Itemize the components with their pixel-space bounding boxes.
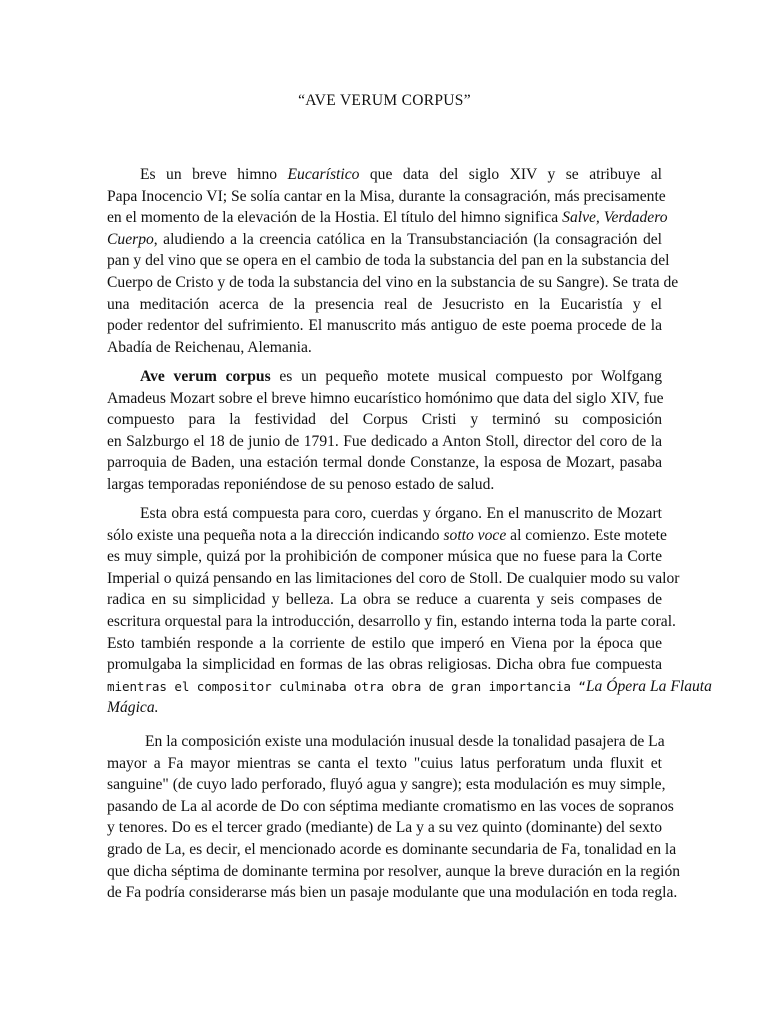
text-line	[107, 207, 668, 229]
text-line	[107, 568, 680, 590]
document-page	[107, 0, 712, 1024]
paragraph-2	[107, 366, 662, 496]
text-run: , aludiendo a la creencia católica en la Transubstanciación (la consagración del	[153, 230, 662, 248]
paragraph-4	[107, 731, 681, 904]
text-run: es un pequeño motete musical compuesto por Wolfgang	[270, 368, 662, 385]
text-line	[107, 589, 662, 611]
text-line	[107, 503, 662, 525]
text-line	[107, 366, 662, 388]
text-line	[107, 250, 670, 272]
text-line	[107, 525, 667, 547]
text-run: sanguine" (de cuyo lado perforado, fluyó agua y sangre); esta modulación es muy simple,	[107, 776, 666, 794]
bold-text: Ave verum corpus	[140, 368, 271, 385]
monospace-text: mientras el compositor culminaba otra obra de gran importancia “	[107, 678, 586, 694]
text-line	[107, 409, 662, 431]
text-line	[107, 697, 662, 719]
text-line	[107, 882, 678, 904]
paragraph-3	[107, 503, 712, 719]
text-run: es muy simple, quizá por la prohibición de componer música que no fuese para la Corte	[107, 548, 662, 566]
italic-text: sotto voce	[443, 526, 507, 544]
text-run: radica en su simplicidad y belleza. La obra se reduce a cuarenta y seis compases de	[107, 591, 662, 609]
text-run: pasando de La al acorde de Do con séptima mediante cromatismo en las voces de sopranos	[107, 797, 674, 815]
text-run: Papa Inocencio VI; Se solía cantar en la Misa, durante la consagración, más precisamente	[107, 187, 666, 205]
document-title: “AVE VERUM CORPUS”	[298, 92, 471, 109]
text-line	[107, 186, 666, 208]
text-run: de Fa podría considerarse más bien un pasaje modulante que una modulación en toda regla.	[107, 884, 678, 902]
text-run: al comienzo. Este motete	[506, 526, 667, 544]
text-run: en Salzburgo el 18 de junio de 1791. Fue dedicado a Anton Stoll, director del coro de la	[107, 432, 662, 450]
text-line	[107, 731, 665, 753]
text-run: Cuerpo de Cristo y de toda la substancia del vino en la substancia de su Sangre). Se trata de	[107, 273, 679, 291]
text-run: poder redentor del sufrimiento. El manuscrito más antiguo de este poema procede de la	[107, 317, 662, 335]
text-run: en el momento de la elevación de la Hostia. El título del himno significa	[107, 209, 563, 227]
text-line	[107, 817, 662, 839]
text-line	[107, 474, 662, 496]
text-run: Esta obra está compuesta para coro, cuerdas y órgano. En el manuscrito de Mozart	[140, 505, 662, 522]
italic-text: Cuerpo	[107, 230, 154, 248]
text-line	[107, 388, 662, 410]
text-line	[107, 229, 662, 251]
text-line	[107, 676, 712, 698]
text-line	[107, 546, 662, 568]
text-line	[107, 654, 662, 676]
text-line	[107, 861, 681, 883]
text-run: grado de La, es decir, el mencionado acorde es dominante secundaria de Fa, tonalidad en la	[107, 840, 677, 858]
text-run: Es un breve himno	[140, 166, 288, 183]
text-line	[107, 753, 662, 775]
text-line	[107, 611, 676, 633]
text-run: En la composición existe una modulación inusual desde la tonalidad pasajera de La	[145, 733, 665, 750]
text-line	[107, 633, 662, 655]
italic-text: Eucarístico	[287, 166, 360, 183]
text-run: Abadía de Reichenau, Alemania.	[107, 338, 312, 356]
text-line	[107, 294, 662, 316]
text-run: pan y del vino que se opera en el cambio de toda la substancia del pan en la substancia del	[107, 252, 670, 270]
text-run: que data del siglo XIV y se atribuye al	[359, 166, 662, 183]
text-line	[107, 272, 679, 294]
text-run: una meditación acerca de la presencia real de Jesucristo en la Eucaristía y el	[107, 295, 662, 313]
text-line	[107, 774, 666, 796]
text-run: Imperial o quizá pensando en las limitaciones del coro de Stoll. De cualquier modo su valor	[107, 569, 680, 587]
text-run: largas temporadas reponiéndose de su penoso estado de salud.	[107, 475, 495, 493]
text-run: compuesto para la festividad del Corpus Cristi y terminó su composición	[107, 411, 662, 429]
text-line	[107, 452, 662, 474]
text-run: promulgaba la simplicidad en formas de las obras religiosas. Dicha obra fue compuesta	[107, 656, 662, 674]
text-run: escritura orquestal para la introducción, desarrollo y fin, estando interna toda la parte coral.	[107, 612, 676, 630]
paragraph-1	[107, 164, 679, 358]
text-run: mayor a Fa mayor mientras se canta el texto "cuius latus perforatum unda fluxit et	[107, 754, 662, 772]
text-line	[107, 796, 674, 818]
italic-text: Mágica.	[107, 699, 159, 717]
text-run: que dicha séptima de dominante termina por resolver, aunque la breve duración en la región	[107, 862, 681, 880]
text-line	[107, 337, 662, 359]
text-run: Esto también responde a la corriente de estilo que imperó en Viena por la época que	[107, 634, 662, 652]
text-line	[107, 315, 662, 337]
text-run: parroquia de Baden, una estación termal donde Constanze, la esposa de Mozart, pasaba	[107, 454, 662, 472]
text-line	[107, 431, 662, 453]
italic-text: La Ópera La Flauta	[585, 677, 712, 695]
text-run: sólo existe una pequeña nota a la dirección indicando	[107, 526, 444, 544]
text-run: y tenores. Do es el tercer grado (mediante) de La y a su vez quinto (dominante) del sexto	[107, 819, 662, 837]
text-line	[107, 839, 677, 861]
text-line	[107, 164, 662, 186]
italic-text: Salve, Verdadero	[562, 209, 668, 227]
text-run: Amadeus Mozart sobre el breve himno eucarístico homónimo que data del siglo XIV, fue	[107, 389, 664, 407]
